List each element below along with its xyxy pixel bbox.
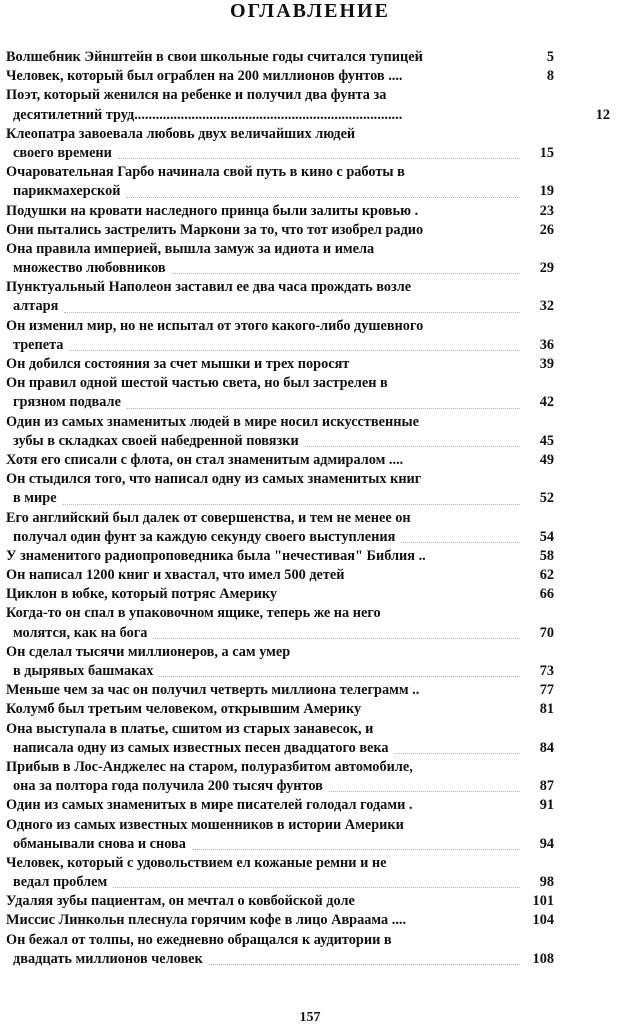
toc-entry-line — [6, 317, 610, 336]
toc-entry-text: Он написал 1200 книг и хвастал, что имел 500 детей — [6, 567, 345, 584]
toc-entry-text: Одного из самых известных мошенников в истории Америки — [6, 816, 404, 833]
toc-entry — [6, 796, 610, 815]
toc-entry-text: алтаря — [13, 298, 59, 315]
toc-entry-text: множество любовников — [13, 260, 166, 277]
toc-entry — [6, 547, 610, 566]
toc-entry-line — [6, 240, 610, 259]
dot-leader — [395, 752, 520, 754]
toc-entry-text: Она правила империей, вышла замуж за идиота и имела — [6, 240, 375, 257]
toc-entry — [6, 585, 610, 604]
toc-entry-text: Он добился состояния за счет мышки и трех поросят — [6, 356, 350, 372]
toc-entry — [6, 202, 610, 221]
toc-entry-text: Волшебник Эйнштейн в свои школьные годы считался тупицей — [6, 49, 423, 65]
toc-entry — [6, 566, 610, 585]
toc-entry-page: 108 — [529, 950, 554, 969]
toc-entry-line — [6, 393, 610, 412]
toc-entry-page: 29 — [536, 259, 554, 278]
toc-entry-text: она за полтора года получила 200 тысяч фунтов — [13, 778, 323, 795]
toc-entry-text: трепета — [13, 336, 64, 353]
toc-entry-text: Один из самых знаменитых людей в мире носил искусственные — [6, 413, 419, 430]
toc-entry-page: 32 — [536, 297, 554, 316]
toc-entry-line — [6, 259, 610, 278]
toc-entry-line — [6, 816, 610, 835]
toc-entry-line — [6, 931, 610, 950]
toc-entry-page: 62 — [536, 566, 554, 585]
toc-entry — [6, 317, 610, 355]
toc-entry — [6, 278, 610, 316]
toc-entry — [6, 86, 610, 124]
toc-entry — [6, 509, 610, 547]
toc-entry-line — [6, 48, 610, 67]
toc-entry-text: Он стыдился того, что написал одну из самых знаменитых книг — [6, 471, 422, 488]
toc-entry-text: десятилетний труд........................................................................... — [13, 106, 403, 123]
toc-entry — [6, 854, 610, 892]
toc-entry-text: обманывали снова и снова — [13, 835, 186, 852]
dot-leader — [192, 848, 520, 850]
toc-entry — [6, 221, 610, 240]
toc-entry-line — [6, 547, 610, 566]
toc-entry-line — [6, 796, 610, 815]
toc-entry-page: 58 — [536, 547, 554, 566]
toc-entry-line — [6, 700, 610, 719]
toc-entry-text: Один из самых знаменитых в мире писателей голодал годами . — [6, 797, 413, 814]
toc-entry-line — [6, 662, 610, 681]
toc-entry-line — [6, 892, 610, 911]
toc-entry-text: Он сделал тысячи миллионеров, а сам умер — [6, 643, 291, 660]
toc-entry-text: Очаровательная Гарбо начинала свой путь в кино с работы в — [6, 164, 405, 181]
toc-entry-line — [6, 950, 610, 969]
toc-entry-line — [6, 182, 610, 201]
toc-entry-text: Поэт, который женился на ребенке и получил два фунта за — [6, 87, 387, 104]
toc-entry-text: Он бежал от толпы, но ежедневно обращался к аудитории в — [6, 931, 392, 948]
toc-entry-line — [6, 758, 610, 777]
toc-entry-line — [6, 528, 610, 547]
toc-entry-text: Он правил одной шестой частью света, но был застрелен в — [6, 375, 388, 392]
toc-entry-line — [6, 163, 610, 182]
toc-entry-line — [6, 221, 610, 240]
toc-entry — [6, 413, 610, 451]
toc-entry-text: Клеопатра завоевала любовь двух величайших людей — [6, 125, 356, 142]
toc-entry-line — [6, 643, 610, 662]
toc-entry-page: 45 — [536, 432, 554, 451]
toc-entry-text: написала одну из самых известных песен двадцатого века — [13, 739, 389, 756]
toc-entry-line — [6, 451, 610, 470]
toc-entry-text: получал один фунт за каждую секунду своего выступления — [13, 528, 396, 545]
dot-leader — [126, 196, 520, 198]
dot-leader — [329, 790, 520, 792]
dot-leader — [153, 637, 520, 639]
dot-leader — [118, 157, 520, 159]
toc-entry-text: Хотя его списали с флота, он стал знаменитым адмиралом .... — [6, 451, 404, 468]
toc-entry-line — [6, 585, 610, 604]
dot-leader — [69, 349, 520, 351]
toc-entry-page: 39 — [536, 355, 554, 374]
toc-entry-text: Удаляя зубы пациентам, он мечтал о ковбойской доле — [6, 893, 355, 910]
dot-leader — [113, 886, 520, 888]
toc-entry-text: Его английский был далек от совершенства, и тем не менее он — [6, 509, 411, 526]
toc-entry — [6, 240, 610, 278]
dot-leader — [401, 541, 520, 543]
dot-leader — [209, 963, 520, 965]
toc-entry-page: 26 — [536, 221, 554, 240]
toc-entry-text: Колумб был третьим человеком, открывшим Америку — [6, 701, 362, 718]
toc-entry-page: 12 — [592, 106, 610, 125]
toc-entry-text: Они пытались застрелить Маркони за то, что тот изобрел радио — [6, 221, 424, 238]
toc-entry — [6, 758, 610, 796]
toc-entry-line — [6, 374, 610, 393]
toc-entry-page: 70 — [536, 624, 554, 643]
toc-entry-text: в дырявых башмаках — [13, 663, 154, 679]
toc-entry-line — [6, 413, 610, 432]
toc-entry — [6, 931, 610, 969]
toc-entry-text: Он изменил мир, но не испытал от этого какого-либо душевного — [6, 317, 424, 334]
toc-entry-line — [6, 125, 610, 144]
toc-entry-line — [6, 67, 610, 86]
toc-entry-line — [6, 739, 610, 758]
toc-entry-page: 81 — [536, 700, 554, 719]
toc-entry — [6, 125, 610, 163]
dot-leader — [127, 407, 520, 409]
toc-entry — [6, 911, 610, 930]
toc-entry-text: Человек, который был ограблен на 200 миллионов фунтов .... — [6, 68, 403, 85]
toc-entry-line — [6, 336, 610, 355]
toc-entry-page: 54 — [536, 528, 554, 547]
toc-entry — [6, 48, 610, 67]
toc-entry — [6, 643, 610, 681]
toc-entry-text: ведал проблем — [13, 874, 108, 891]
toc-entry-line — [6, 624, 610, 643]
toc-entry-page: 87 — [536, 777, 554, 796]
toc-entry-page: 101 — [529, 892, 554, 911]
toc-entry-page: 36 — [536, 336, 554, 355]
toc-entry — [6, 700, 610, 719]
toc-entry-page: 5 — [543, 48, 554, 67]
toc-entry-line — [6, 355, 610, 374]
toc-entry-text: Циклон в юбке, который потряс Америку — [6, 586, 278, 603]
dot-leader — [63, 503, 520, 505]
toc-entry-line — [6, 911, 610, 930]
toc-entry-page: 104 — [529, 911, 554, 930]
toc-entry-page: 91 — [536, 796, 554, 815]
toc-entry-page: 98 — [536, 873, 554, 892]
toc-entry-line — [6, 144, 610, 163]
toc-entry-text: парикмахерской — [13, 183, 121, 200]
toc-entry-text: Миссис Линкольн плеснула горячим кофе в лицо Авраама .... — [6, 912, 407, 929]
toc-entry-line — [6, 432, 610, 451]
toc-entry-page: 77 — [536, 681, 554, 700]
toc-entry-line — [6, 470, 610, 489]
toc-entry-line — [6, 873, 610, 892]
page-title: ОГЛАВЛЕНИЕ — [230, 0, 390, 22]
toc-entry-page: 42 — [536, 393, 554, 412]
toc-entry-page: 52 — [536, 489, 554, 508]
toc-entry-line — [6, 509, 610, 528]
page-number: 157 — [299, 1010, 321, 1025]
toc-entry-text: Когда-то он спал в упаковочном ящике, теперь же на него — [6, 605, 381, 622]
toc-entry-text: Человек, который с удовольствием ел кожаные ремни и не — [6, 854, 387, 871]
toc-entry-text: Подушки на кровати наследного принца были залиты кровью . — [6, 202, 419, 219]
toc-entry — [6, 681, 610, 700]
dot-leader — [305, 445, 520, 447]
toc-entry-page: 8 — [543, 67, 554, 86]
toc-entry-line — [6, 566, 610, 585]
toc-entry-line — [6, 297, 610, 316]
toc-entry-text: грязном подвале — [13, 394, 121, 411]
toc-entry-text: У знаменитого радиопроповедника была "нечестивая" Библия .. — [6, 547, 426, 564]
toc-entry-line — [6, 835, 610, 854]
dot-leader — [64, 311, 520, 313]
toc-entry — [6, 470, 610, 508]
toc-entry-text: молятся, как на бога — [13, 624, 148, 641]
toc-entry-page: 84 — [536, 739, 554, 758]
toc-entry-text: зубы в складках своей набедренной повязки — [13, 432, 299, 449]
toc-entry-line — [6, 489, 610, 508]
toc-entry — [6, 451, 610, 470]
toc-entry-page: 66 — [536, 585, 554, 604]
toc-entry-page: 73 — [536, 662, 554, 681]
toc-entry — [6, 720, 610, 758]
toc-entry-line — [6, 278, 610, 297]
toc-entry-line — [6, 604, 610, 623]
toc-entry-line — [6, 106, 610, 125]
toc-entry-text: в мире — [13, 490, 57, 507]
dot-leader — [172, 272, 520, 274]
toc-entry — [6, 163, 610, 201]
toc-entry-line — [6, 86, 610, 105]
toc-entry-line — [6, 777, 610, 796]
toc-entry-text: Пунктуальный Наполеон заставил ее два часа прождать возле — [6, 279, 412, 296]
toc-entry-page: 94 — [536, 835, 554, 854]
dot-leader — [159, 675, 520, 677]
toc-entry-text: двадцать миллионов человек — [13, 950, 203, 967]
toc-entry-text: Она выступала в платье, сшитом из старых занавесок, и — [6, 720, 374, 737]
toc-entry-line — [6, 202, 610, 221]
toc-entry — [6, 816, 610, 854]
toc-entry-page: 19 — [536, 182, 554, 201]
toc-entry — [6, 892, 610, 911]
toc-entry-page: 15 — [536, 144, 554, 163]
toc-entry — [6, 604, 610, 642]
toc-entry-line — [6, 720, 610, 739]
toc-entry-text: Прибыв в Лос-Анджелес на старом, полуразбитом автомобиле, — [6, 758, 413, 775]
table-of-contents — [6, 48, 610, 969]
toc-entry-page: 49 — [536, 451, 554, 470]
toc-entry-page: 23 — [536, 202, 554, 221]
toc-entry-line — [6, 854, 610, 873]
toc-entry — [6, 355, 610, 374]
toc-entry-line — [6, 681, 610, 700]
toc-entry-text: Меньше чем за час он получил четверть миллиона телеграмм .. — [6, 682, 420, 699]
toc-entry — [6, 374, 610, 412]
toc-entry-text: своего времени — [13, 144, 112, 161]
toc-entry — [6, 67, 610, 86]
